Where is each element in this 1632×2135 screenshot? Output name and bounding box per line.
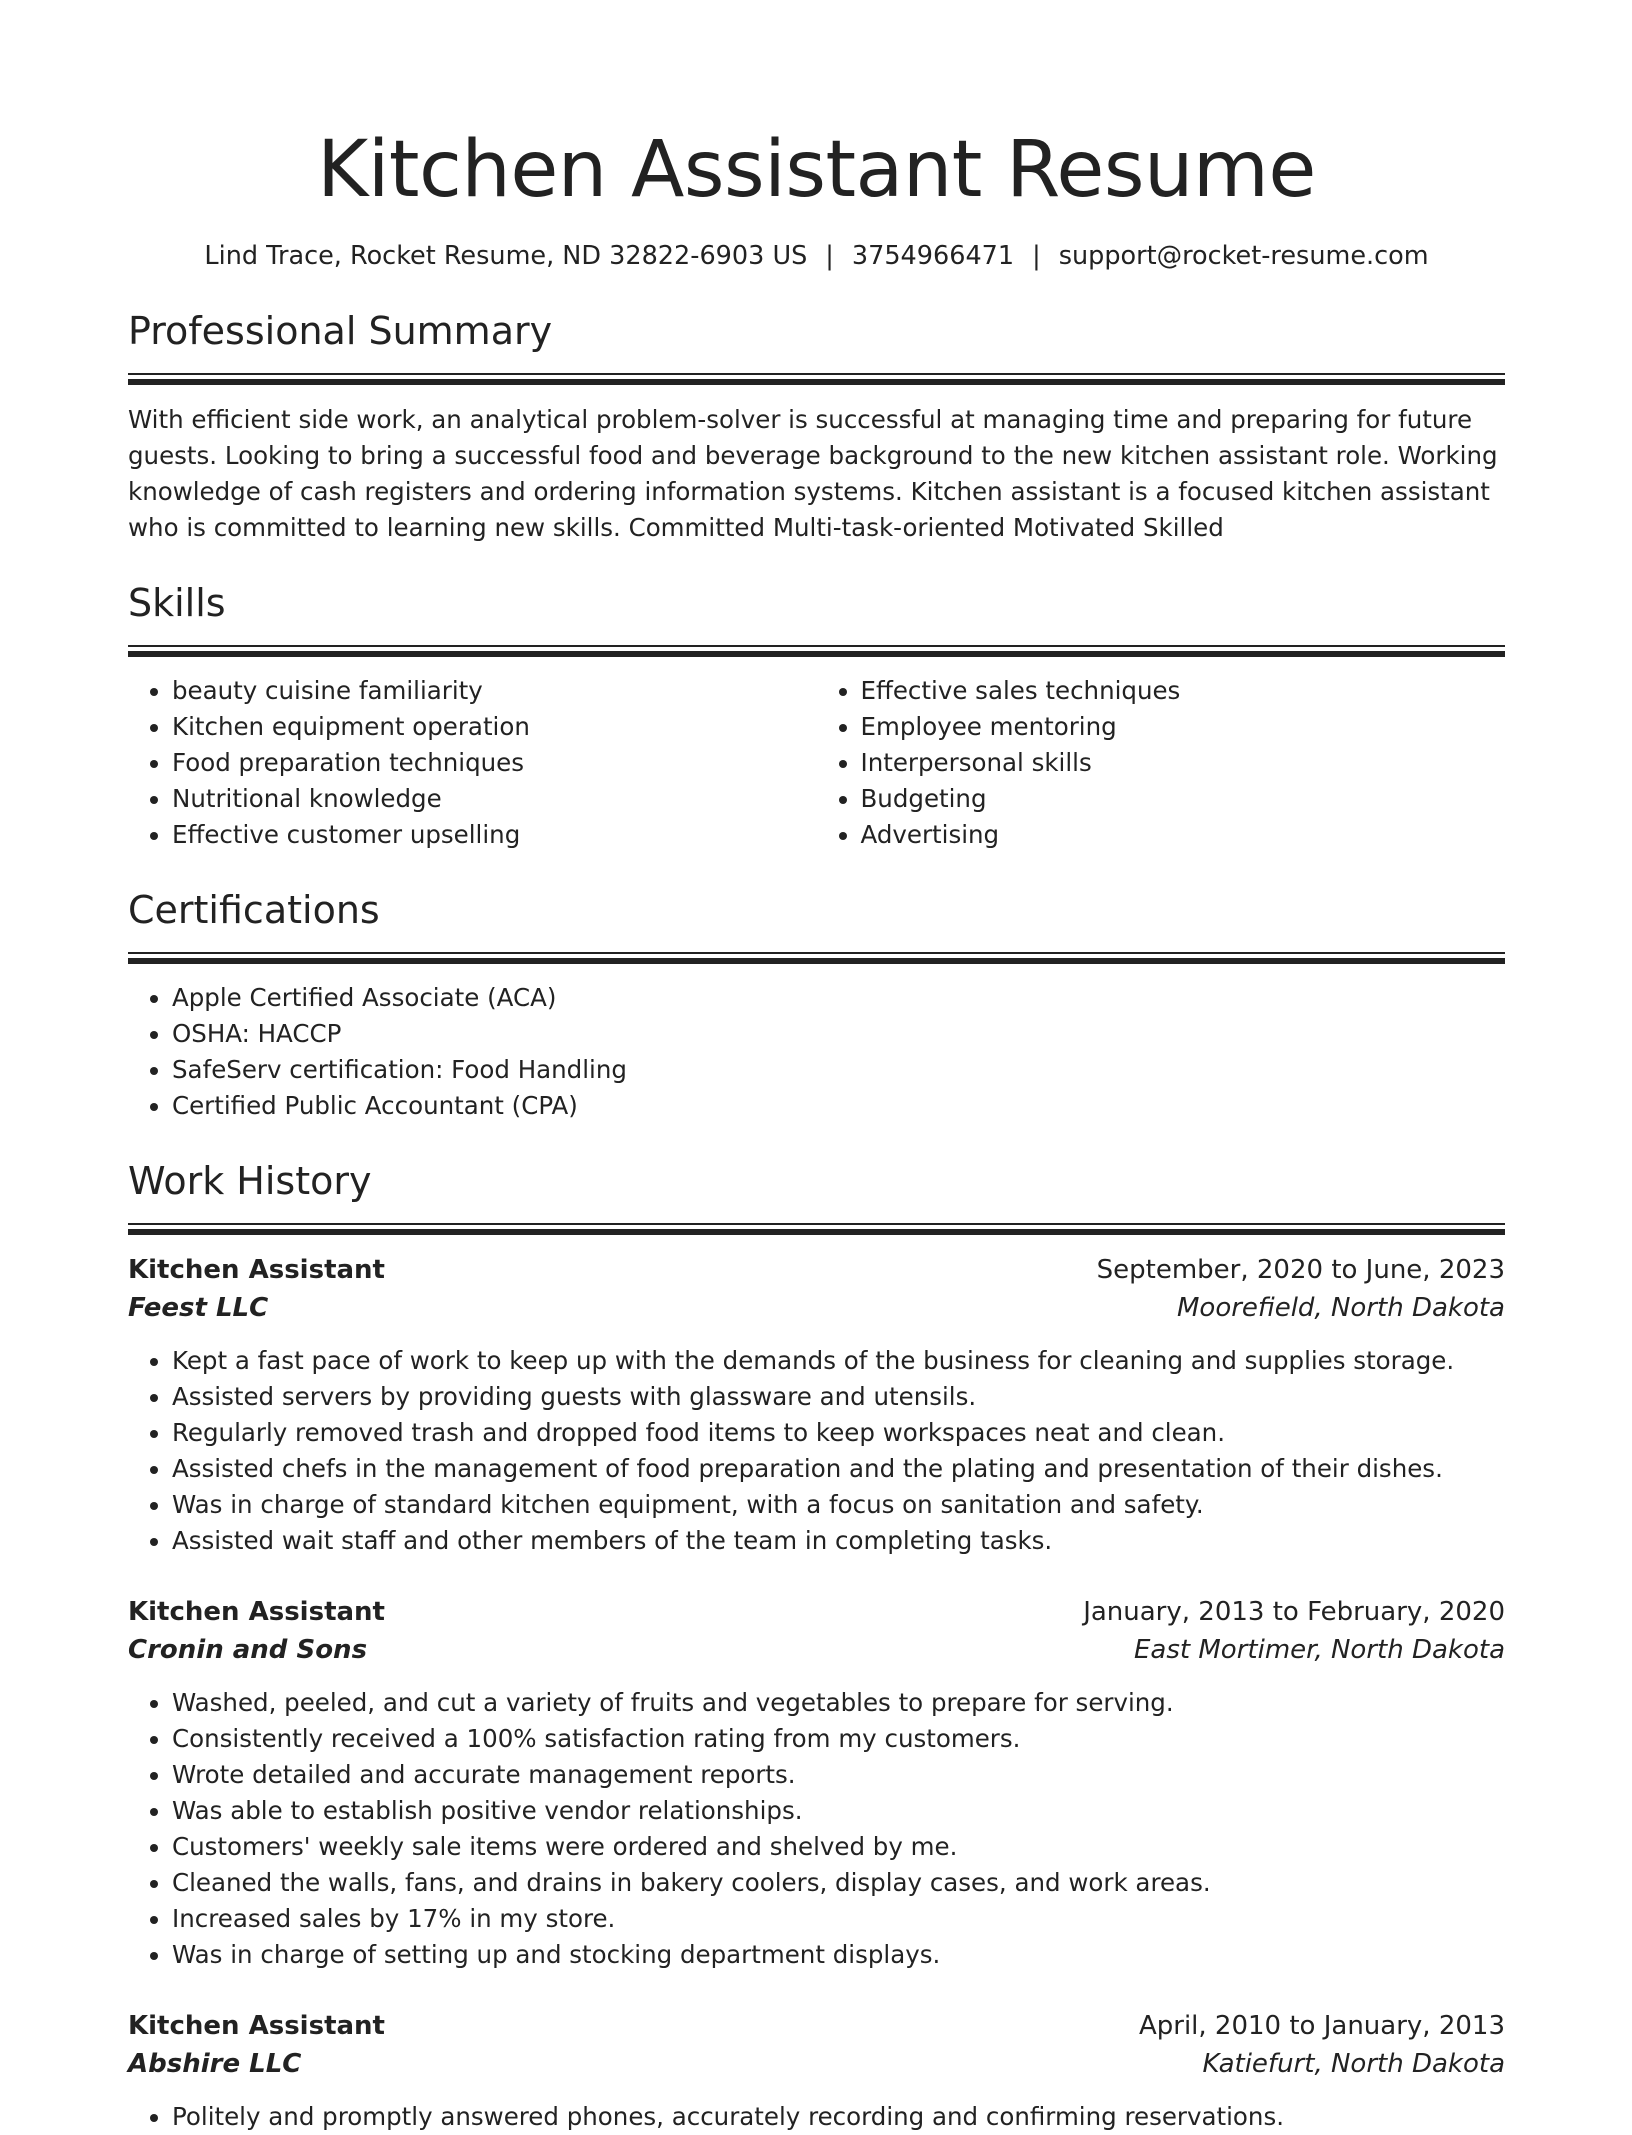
job-location: Katiefurt, North Dakota	[1202, 2049, 1505, 2079]
skills-list-right	[817, 673, 1506, 853]
resume-title: Kitchen Assistant Resume	[317, 125, 1316, 215]
skills-list-left	[128, 673, 817, 853]
job-title: Kitchen Assistant	[128, 1597, 385, 1627]
skill-item: • Employee mentoring	[861, 709, 1506, 745]
job-duties	[128, 1685, 1505, 1973]
job-duties	[128, 1343, 1505, 1559]
contact-separator: |	[825, 241, 834, 271]
job-subheader	[128, 2045, 1505, 2083]
job-duty: • Cleaned the walls, fans, and drains in bakery coolers, display cases, and work areas.	[172, 1865, 1505, 1901]
job-duty: • Was in charge of setting up and stocking department displays.	[172, 1937, 1505, 1973]
job-duties	[128, 2099, 1505, 2135]
skill-item: • beauty cuisine familiarity	[172, 673, 817, 709]
job-duty: • Assisted servers by providing guests with glassware and utensils.	[172, 1379, 1505, 1415]
skill-item: • Nutritional knowledge	[172, 781, 817, 817]
work-history-heading: Work History	[128, 1159, 372, 1203]
certification-item: • SafeServ certification: Food Handling	[172, 1052, 1505, 1088]
skill-item: • Kitchen equipment operation	[172, 709, 817, 745]
job-duty: • Assisted chefs in the management of food preparation and the plating and presentation of their dishes.	[172, 1451, 1505, 1487]
job-header	[128, 1593, 1505, 1631]
job-location: East Mortimer, North Dakota	[1134, 1635, 1505, 1665]
certifications-section	[128, 885, 1505, 964]
job-duty: • Customers' weekly sale items were ordered and shelved by me.	[172, 1829, 1505, 1865]
job-subheader	[128, 1289, 1505, 1327]
job-dates: April, 2010 to January, 2013	[1138, 2011, 1505, 2041]
job-company: Feest LLC	[128, 1293, 269, 1323]
job-title: Kitchen Assistant	[128, 2011, 385, 2041]
certifications-list-wrap	[128, 980, 1505, 1124]
certifications-heading: Certifications	[128, 888, 380, 932]
skill-item: • Interpersonal skills	[861, 745, 1506, 781]
job-company: Cronin and Sons	[128, 1635, 368, 1665]
job-header	[128, 1251, 1505, 1289]
certification-item: • Apple Certified Associate (ACA)	[172, 980, 1505, 1016]
section-divider	[128, 1223, 1505, 1235]
work-history-section	[128, 1156, 1505, 1235]
skill-item: • Budgeting	[861, 781, 1506, 817]
job-entry	[128, 2007, 1505, 2135]
contact-address: Lind Trace, Rocket Resume, ND 32822-6903 US	[204, 241, 808, 271]
job-duty: • Was in charge of standard kitchen equipment, with a focus on sanitation and safety.	[172, 1487, 1505, 1523]
skills-heading: Skills	[128, 581, 226, 625]
section-divider	[128, 952, 1505, 964]
job-duty: • Assisted wait staff and other members of the team in completing tasks.	[172, 1523, 1505, 1559]
job-company: Abshire LLC	[128, 2049, 302, 2079]
skill-item: • Effective customer upselling	[172, 817, 817, 853]
summary-section	[128, 306, 1505, 385]
certification-item: • OSHA: HACCP	[172, 1016, 1505, 1052]
job-duty: • Wrote detailed and accurate management reports.	[172, 1757, 1505, 1793]
contact-line	[128, 238, 1505, 274]
job-dates: January, 2013 to February, 2020	[1083, 1597, 1505, 1627]
job-location: Moorefield, North Dakota	[1176, 1293, 1505, 1323]
section-divider	[128, 373, 1505, 385]
skill-item: • Advertising	[861, 817, 1506, 853]
job-duty: • Kept a fast pace of work to keep up with the demands of the business for cleaning and supplies storage.	[172, 1343, 1505, 1379]
job-entry	[128, 1251, 1505, 1559]
job-dates: September, 2020 to June, 2023	[1096, 1255, 1505, 1285]
skill-item: • Food preparation techniques	[172, 745, 817, 781]
job-entry	[128, 1593, 1505, 1973]
summary-text: With efficient side work, an analytical problem-solver is successful at managing time and preparing for future guests. Looking to bring a successful food and beverage background to the new kitchen assistant role. Working knowledge of cash registers and ordering information systems. Kitchen assistant is a focused kitchen assistant who is committed to learning new skills. Committed Multi-task-oriented Motivated Skilled	[128, 405, 1498, 542]
contact-separator: |	[1032, 241, 1041, 271]
job-subheader	[128, 1631, 1505, 1669]
job-duty: • Consistently received a 100% satisfaction rating from my customers.	[172, 1721, 1505, 1757]
job-duty: • Increased sales by 17% in my store.	[172, 1901, 1505, 1937]
job-duty: • Washed, peeled, and cut a variety of fruits and vegetables to prepare for serving.	[172, 1685, 1505, 1721]
skills-columns	[128, 673, 1505, 853]
skill-item: • Effective sales techniques	[861, 673, 1506, 709]
job-title: Kitchen Assistant	[128, 1255, 385, 1285]
contact-email: support@rocket-resume.com	[1058, 241, 1429, 271]
certifications-list	[128, 980, 1505, 1124]
certification-item: • Certified Public Accountant (CPA)	[172, 1088, 1505, 1124]
section-divider	[128, 645, 1505, 657]
job-duty: • Politely and promptly answered phones, accurately recording and confirming reservations.	[172, 2099, 1505, 2135]
job-duty: • Was able to establish positive vendor relationships.	[172, 1793, 1505, 1829]
summary-heading: Professional Summary	[128, 309, 553, 353]
job-header	[128, 2007, 1505, 2045]
job-duty: • Regularly removed trash and dropped food items to keep workspaces neat and clean.	[172, 1415, 1505, 1451]
resume-page	[128, 0, 1505, 2135]
skills-section	[128, 578, 1505, 657]
contact-phone: 3754966471	[851, 241, 1015, 271]
